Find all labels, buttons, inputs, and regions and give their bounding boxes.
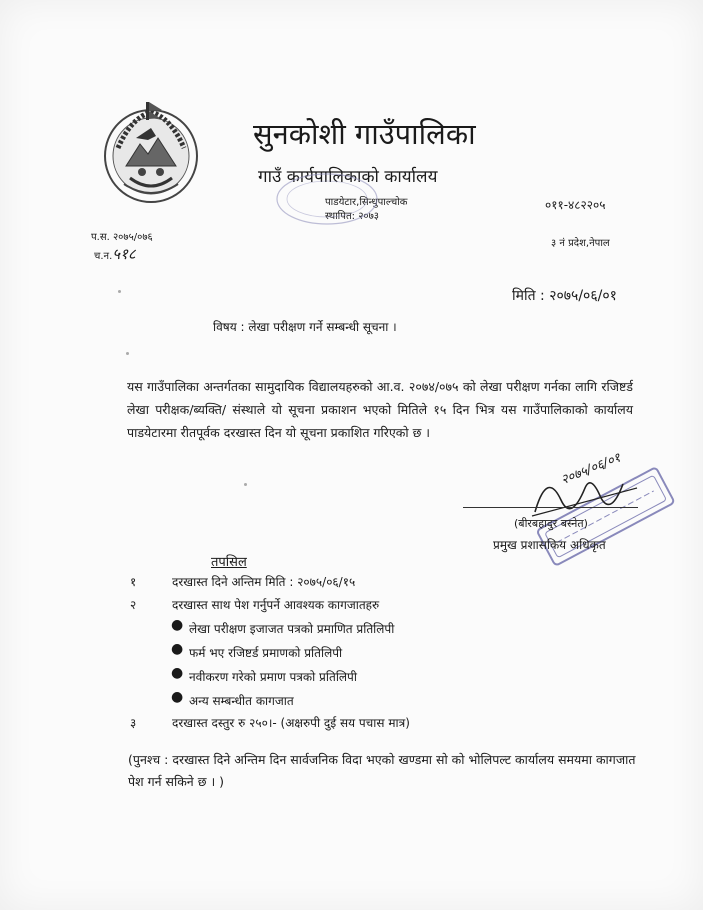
dispatch-label: च.न. [94, 251, 113, 262]
annex-item-number: २ [130, 598, 137, 612]
document-list-item: नवीकरण गरेको प्रमाण पत्रको प्रतिलिपी [189, 670, 357, 684]
annex-item-text: दरखास्त साथ पेश गर्नुपर्ने आवश्यक कागजातहरु [172, 598, 380, 612]
document-list-item: अन्य सम्बन्धीत कागजात [189, 694, 294, 708]
signatory-name: (बीरबहादुर बस्नेत) [514, 517, 588, 530]
document-list-item: लेखा परीक्षण इजाजत पत्रको प्रमाणित प्रतिलिपी [189, 622, 395, 636]
dispatch-number [94, 244, 136, 264]
organization-name: सुनकोशी गाउँपालिका [253, 117, 476, 151]
document-list-item: फर्म भए रजिष्टर्ड प्रमाणको प्रतिलिपी [189, 646, 343, 660]
office-name: गाउँ कार्यपालिकाको कार्यालय [258, 167, 438, 187]
signatory-title: प्रमुख प्रशासकिय अधिकृत [493, 538, 606, 552]
annex-item-text: दरखास्त दिने अन्तिम मिति : २०७५/०६/१५ [172, 575, 356, 589]
scan-speck [244, 483, 247, 486]
annex-item-number: ३ [130, 716, 137, 730]
bullet-icon: ● [171, 665, 184, 681]
address-line: पाडयेटार,सिन्धुपाल्चोक [325, 197, 408, 208]
handwritten-signature-date: २०७५/०६/०१ [559, 450, 623, 489]
annex-item-number: १ [130, 575, 137, 589]
issue-date: मिति : २०७५/०६/०१ [512, 288, 617, 304]
nepal-government-emblem-icon [96, 98, 206, 208]
annex-item-text: दरखास्त दस्तुर रु २५०।- (अक्षरुपी दुई सय पचास मात्र) [172, 716, 410, 730]
phone-number: ०११-४८२२०५ [545, 198, 606, 212]
established-line: स्थापित: २०७३ [325, 211, 379, 222]
postscript-note: (पुनश्च : दरखास्त दिने अन्तिम दिन सार्वजनिक विदा भएको खण्डमा सो को भोलिपल्ट कार्यालय समयमा कागजात पेश गर्न सकिने छ । ) [128, 752, 636, 789]
reference-number: प.स. २०७५/०७६ [91, 232, 153, 243]
bullet-icon: ● [171, 689, 184, 705]
dispatch-handwritten: ५१८ [112, 245, 136, 263]
bullet-icon: ● [171, 641, 184, 657]
scan-speck [118, 290, 121, 293]
office-stamp-icon [272, 170, 382, 228]
subject-line: विषय : लेखा परीक्षण गर्ने सम्बन्धी सूचना । [213, 320, 397, 334]
signature-line [463, 507, 638, 508]
annex-title: तपसिल [211, 555, 247, 570]
bullet-icon: ● [171, 617, 184, 633]
notice-paragraph: यस गाउँपालिका अन्तर्गतका सामुदायिक विद्यालयहरुको आ.व. २०७४/०७५ को लेखा परीक्षण गर्नका लागि रजिष्टर्ड लेखा परीक्षक/ब्यक्ति/ संस्थाले यो सूचना प्रकाशन भएको मितिले १५ दिन भित्र यस गाउँपालिकाको कार्यालय पाडयेटारमा रीतपूर्वक दरखास्त दिन यो सूचना प्रकाशित गरिएको छ । [127, 379, 633, 440]
scan-speck [126, 352, 129, 355]
province-label: ३ नं प्रदेश,नेपाल [551, 238, 610, 249]
